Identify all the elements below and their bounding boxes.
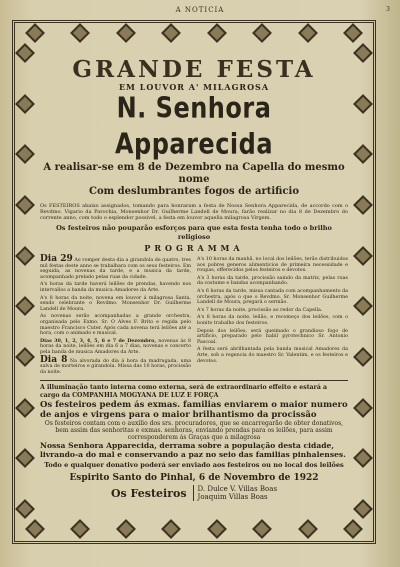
signature-block <box>40 485 348 501</box>
programme-entry <box>40 314 191 336</box>
signature-name: Joaquim Villas Boas <box>197 493 268 502</box>
programme-heading: PROGRAMMA <box>144 243 244 253</box>
ornamental-border-bottom <box>28 518 360 540</box>
ornamental-border-left <box>14 46 36 516</box>
ornament-icon <box>353 398 373 418</box>
entry-text: Ao romper desta dia a girandola de quatro, tres mil festas deste anno se trabalhara com os seus festeiros. Em seguida, as novenas da tarde, e a musica da tarde, acompanhado prelado pelas ruas da cidade. <box>40 258 191 280</box>
signature-name: D. Dulce V. Villas Boas <box>197 485 278 494</box>
running-head: A NOTICIA <box>175 6 225 14</box>
ornament-icon <box>15 246 35 266</box>
fireworks-line: Com deslumbrantes fogos de artificio <box>88 186 299 197</box>
place-date: Espirito Santo do Pinhal, 6 de Novembro de 1922 <box>69 473 319 484</box>
ornament-icon <box>343 23 363 43</box>
programme-entry: A's 3 horas da tarde, procissão saindo da matriz, pelas ruas da costume e bandas acompanhando. <box>197 275 348 287</box>
entry-text: A's horas da tarde haverá leilões de prendas, havendo nos intervallos a banda da musica Amadores da Arte. <box>40 282 191 293</box>
ornament-icon <box>353 43 373 63</box>
ornamental-border-top <box>28 22 360 44</box>
entry-text: novenas ás 8 horas da noite, leilões em dia 6 a 7 dias, novenas e concerto pela banda de musica Amadores da Arte. <box>40 338 191 355</box>
poster-content <box>40 52 348 514</box>
programme-entry <box>40 354 192 376</box>
ornament-icon <box>15 398 35 418</box>
day-label: Dias 30, 1, 2, 3, 4, 5, 6 e 7 de Dezembro, <box>40 337 157 344</box>
programme-entry: Depois dos leilões, será queimado o grandioso fogo de artificio, preparado pelo habil pyrotechnico Sr. Antonio Pascoal. <box>197 328 348 345</box>
day-label: Dia 8 <box>40 354 68 365</box>
ornament-icon <box>353 448 373 468</box>
ornament-icon <box>252 23 272 43</box>
ornament-icon <box>252 519 272 539</box>
ornament-icon <box>161 519 181 539</box>
ornament-icon <box>161 23 181 43</box>
ornament-icon <box>353 144 373 164</box>
ornament-icon <box>71 519 91 539</box>
ornament-icon <box>353 94 373 114</box>
ornament-icon <box>116 519 136 539</box>
ornament-icon <box>15 296 35 316</box>
donation-notice: Todo e qualquer donativo poderá ser enviado aos festeiros ou no local dos leilões <box>44 461 344 470</box>
signature-names <box>193 485 278 501</box>
programme-entry: A's 7 horas da noite, procissão ao redor da Capella. <box>197 307 323 313</box>
ornament-icon <box>15 347 35 367</box>
programme-left-column <box>40 254 192 377</box>
ornament-icon <box>15 448 35 468</box>
programme-right-column <box>197 257 348 377</box>
programme-entry <box>40 296 191 313</box>
intro-paragraph: Os FESTEIROS abaixo assignados, tomando para honraram a festa de Nossa Senhora Apparecida, de accordo com o Revdmo. Vigario da Parochia, Monsenhor Dr. Guilherme Landell de Moura, farão realizar no dia 8 de Dezembro do corrente anno, com todo o esplendor possivel, a festa em louvor aquella milagrosa Virgem. <box>40 203 348 221</box>
event-date-line: A realisar-se em 8 de Dezembro na Capella do mesmo nome <box>43 162 345 185</box>
illumination-notice: A illuminação tanto interna como externa, será de extraordinario effeito e estará a cargo da COMPANHIA MOGYANA DE LUZ E FORÇA <box>40 384 327 400</box>
ornament-icon <box>15 499 35 519</box>
programme-entry <box>40 282 191 293</box>
page-number: 3 <box>386 6 390 13</box>
ornament-icon <box>15 195 35 215</box>
festeiros-request: Os festeiros pedem ás exmas. familias enviarem o maior numero de anjos e virgens para o maior brilhantismo da procissão <box>40 400 348 421</box>
poster-subtitle: EM LOUVOR A' MILAGROSA <box>118 82 270 92</box>
signature-label: Os Festeiros <box>110 486 187 500</box>
ornament-icon <box>15 43 35 63</box>
programme-entry <box>40 254 191 280</box>
poster-main-title: N. Senhora Apparecida <box>114 91 274 161</box>
ornament-icon <box>353 246 373 266</box>
entry-text: As novenas serão acompanhadas a grande orchestra, organisada pelo Exmo. Sr. O Alves F. Brito e regida pelo maestro Francisco Cuter. Após cada novena terá leilões até a hora, com o animado e musical. <box>40 314 191 337</box>
ornament-icon <box>71 23 91 43</box>
ornamental-border-right <box>352 46 374 516</box>
poster-title: GRANDE FESTA <box>72 56 316 83</box>
ornament-icon <box>343 519 363 539</box>
ornament-icon <box>353 195 373 215</box>
festeiros-paragraph: Os festeiros contam com o auxilio dos srs. procuradores, que se encarregarão de obter donativos, bem assim das senhoritas e exmas. senhoras, enviando prendas para os leilões, para assim corresponderem ás Graças que a milagrosa <box>44 420 344 442</box>
programme-entry: A festa será abrilhantada pela banda musical Amadores da Arte, sob a regencia do maestro Sr. Valentim, e os festeiros e devotos. <box>197 347 348 364</box>
ornament-icon <box>207 23 227 43</box>
ornament-icon <box>25 519 45 539</box>
ornament-icon <box>25 23 45 43</box>
programme-entry <box>40 339 191 356</box>
ornament-icon <box>298 519 318 539</box>
programme-entry: A's 10 horas da manhã, no local dos leilões, terão distribuidos aos pobres generos alimenticios de primeira necessidade e roupas, offerecidos pelos festeiros e devotos. <box>197 257 348 274</box>
ornament-icon <box>207 519 227 539</box>
programme-columns <box>40 254 348 377</box>
programme-entry: A's 6 horas da tarde, missa cantada com acompanhamento da orchestra, após o que o Revdmo. Sr. Monsenhor Guilherme Landell de Moura, pregará o sermão. <box>197 288 348 306</box>
entry-text: A's 8 horas da noite, novena em louvor á milagrosa Santa, sendo celebrante o Revdmo. Monsenhor Dr. Guilherme Landell de Moura. <box>40 295 191 312</box>
ornament-icon <box>353 499 373 519</box>
ornament-icon <box>15 144 35 164</box>
ornament-icon <box>116 23 136 43</box>
ornament-icon <box>353 296 373 316</box>
day-label: Dia 29 <box>40 254 73 264</box>
slogan-effort: Os festeiros não pouparão esforços para que esta festa tenha todo o brilho religioso <box>56 224 332 241</box>
ornament-icon <box>15 94 35 114</box>
programme-entry: A's 8 horas da noite, leilão, e recomeço dos leilões, com o bonito trabalho dos festeiros. <box>197 315 348 326</box>
divider <box>40 380 348 381</box>
nossa-senhora-paragraph: Nossa Senhora Apparecida, derrama sobre a população desta cidade, livrando-a do mal e conservando a paz no seio das familias pinhalenses. <box>40 441 346 460</box>
ornament-icon <box>298 23 318 43</box>
entry-text: Na alvorada do dia á hora da madrugada, uma salva de morteiros e girandola. Missa das 10 horas, procissão da noite. <box>40 358 192 375</box>
ornament-icon <box>353 347 373 367</box>
